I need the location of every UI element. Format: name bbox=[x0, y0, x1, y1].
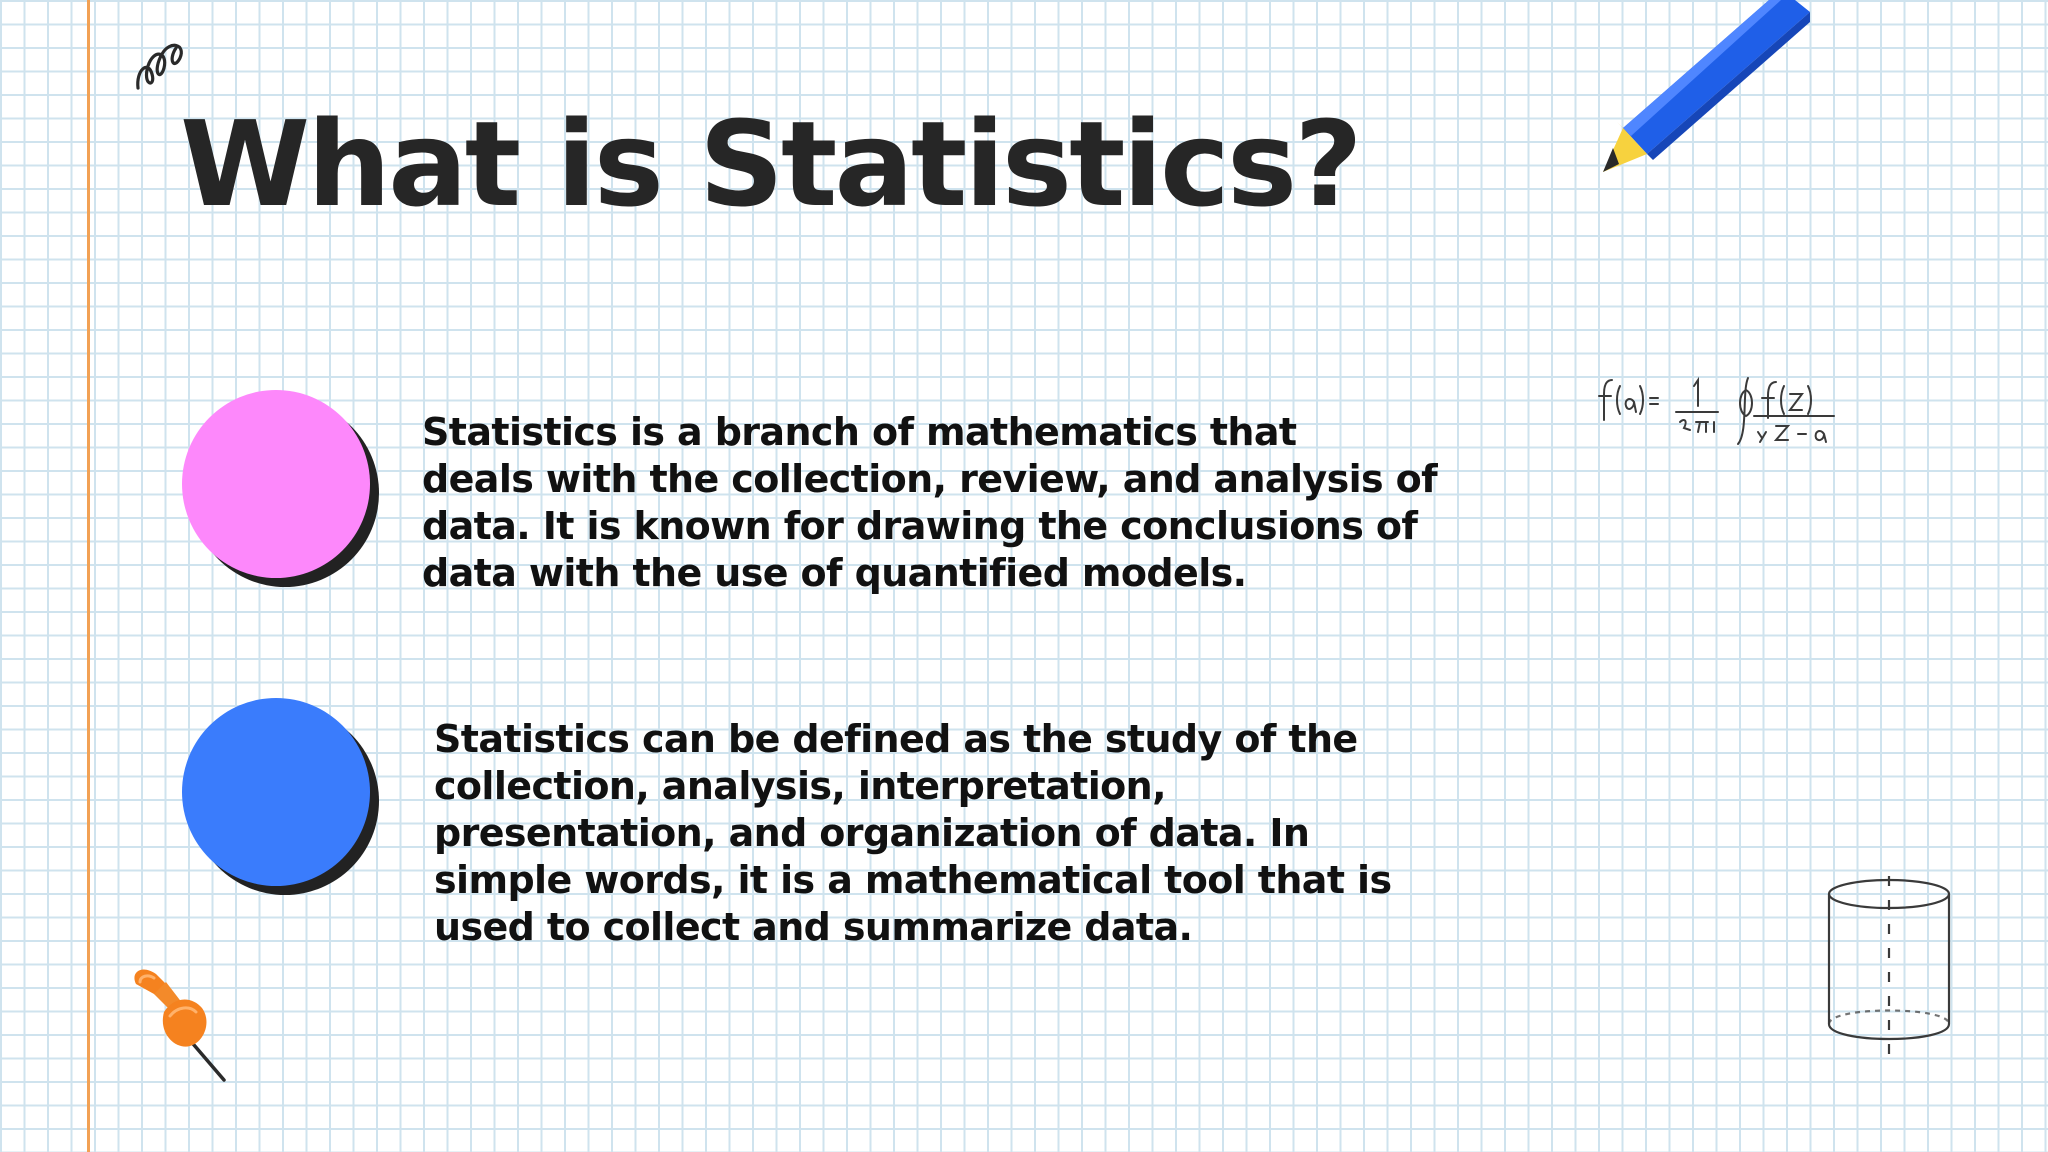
paragraph-line: data. It is known for drawing the conclusions of bbox=[422, 504, 1418, 548]
paragraph-line: collection, analysis, interpretation, bbox=[434, 764, 1166, 808]
cylinder-sketch-icon bbox=[1822, 872, 1956, 1062]
slide-title: What is Statistics? bbox=[180, 95, 1360, 233]
paragraph-line: data with the use of quantified models. bbox=[422, 551, 1247, 595]
paragraph-line: Statistics can be defined as the study of the bbox=[434, 717, 1358, 761]
push-pin-icon bbox=[130, 968, 230, 1083]
notebook-margin-line bbox=[87, 0, 90, 1152]
paragraph-line: Statistics is a branch of mathematics that bbox=[422, 410, 1297, 454]
paragraph-line: used to collect and summarize data. bbox=[434, 905, 1193, 949]
paragraph-definition-2 bbox=[434, 716, 1391, 951]
paragraph-line: simple words, it is a mathematical tool that is bbox=[434, 858, 1392, 902]
paragraph-line: deals with the collection, review, and analysis of bbox=[422, 457, 1438, 501]
blue-bullet-circle bbox=[182, 698, 370, 886]
pink-bullet-circle bbox=[182, 390, 370, 578]
formula-doodle-icon bbox=[1598, 372, 1878, 452]
paragraph-definition-1 bbox=[422, 409, 1437, 597]
squiggle-doodle-icon bbox=[134, 30, 190, 92]
paragraph-line: presentation, and organization of data. In bbox=[434, 811, 1310, 855]
pencil-icon bbox=[1595, 0, 1810, 182]
